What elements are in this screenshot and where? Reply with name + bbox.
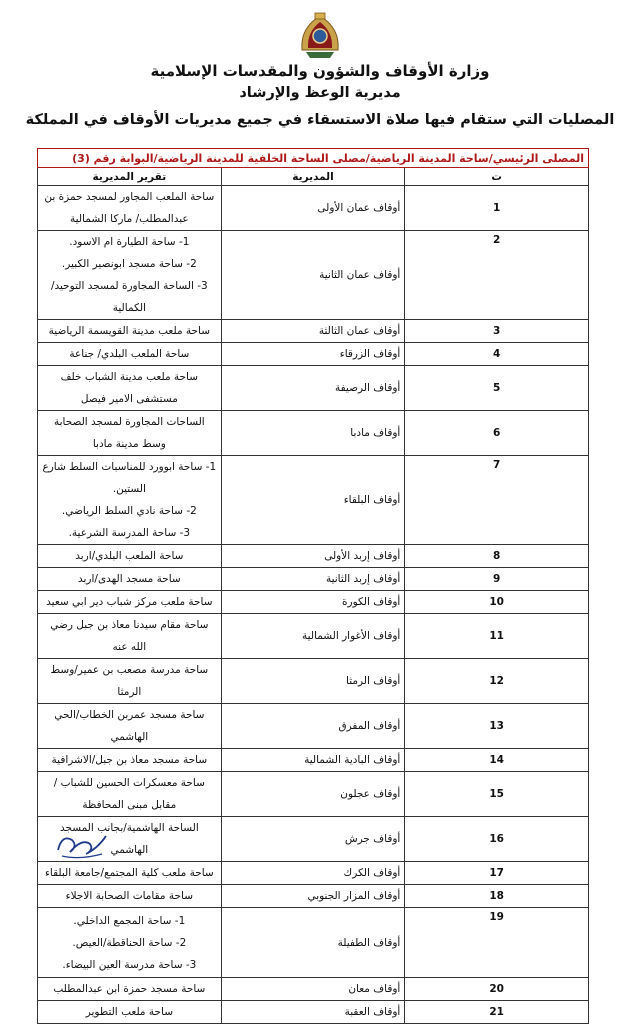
table-row (38, 411, 589, 456)
main-prayer-ground-row (38, 149, 589, 168)
report-line: 1- ساحة ابوورد للمناسبات السلط شارع الستين. (42, 461, 217, 495)
row-directorate: أوقاف المفرق (221, 704, 405, 749)
row-report (38, 186, 222, 231)
row-number: 20 (405, 978, 589, 1001)
row-report (38, 614, 222, 659)
table-row (38, 885, 589, 908)
signature-icon (52, 826, 112, 862)
row-directorate: أوقاف الرصيفة (221, 366, 405, 411)
row-number: 19 (405, 908, 589, 978)
row-report (38, 366, 222, 411)
report-line: الساحات المجاورة لمسجد الصحابة وسط مدينة مادبا (53, 416, 205, 450)
row-directorate: أوقاف المزار الجنوبي (221, 885, 405, 908)
row-number: 4 (405, 343, 589, 366)
main-prayer-ground: المصلى الرئيسي/ساحة المدينة الرياضية/مصلى الساحة الخلفية للمدينة الرياضية/البوابة رقم (3) (38, 149, 589, 168)
table-row (38, 614, 589, 659)
table-row (38, 456, 589, 545)
row-number: 8 (405, 545, 589, 568)
row-report (38, 411, 222, 456)
report-line: ساحة الملعب البلدي/ جناعة (69, 348, 190, 360)
row-number: 9 (405, 568, 589, 591)
row-report (38, 704, 222, 749)
report-line: ساحة مقامات الصحابة الاجلاء (65, 890, 193, 902)
row-directorate: أوقاف الرمثا (221, 659, 405, 704)
report-line: 2- ساحة مسجد ابونصير الكبير. (61, 258, 197, 270)
row-directorate: أوقاف الكورة (221, 591, 405, 614)
table-row (38, 591, 589, 614)
row-report (38, 231, 222, 320)
row-directorate: أوقاف الزرقاء (221, 343, 405, 366)
table-row (38, 908, 589, 978)
row-number: 10 (405, 591, 589, 614)
row-number: 12 (405, 659, 589, 704)
row-directorate: أوقاف البلقاء (221, 456, 405, 545)
table-row (38, 772, 589, 817)
report-line: ساحة مسجد الهدى/اربد (77, 573, 181, 585)
table-row (38, 545, 589, 568)
row-number: 1 (405, 186, 589, 231)
col-header-directorate: المديرية (221, 168, 405, 186)
row-report (38, 978, 222, 1001)
report-line: 1- ساحة المجمع الداخلي. (73, 914, 186, 927)
row-number: 2 (405, 231, 589, 320)
table-row (38, 749, 589, 772)
report-line: 1- ساحة الطيارة ام الاسود. (69, 236, 190, 248)
row-number: 11 (405, 614, 589, 659)
row-number: 7 (405, 456, 589, 545)
row-number: 16 (405, 817, 589, 862)
row-directorate: أوقاف إربد الثانية (221, 568, 405, 591)
row-directorate: أوقاف جرش (221, 817, 405, 862)
report-line: ساحة مسجد معاذ بن جبل/الاشرافية (51, 754, 208, 766)
row-number: 3 (405, 320, 589, 343)
row-report (38, 862, 222, 885)
report-line: ساحة ملعب مدينة القويسمة الرياضية (48, 325, 211, 337)
table-row (38, 320, 589, 343)
row-report (38, 1001, 222, 1024)
table-row (38, 659, 589, 704)
ministry-title: وزارة الأوقاف والشؤون والمقدسات الإسلامية (150, 62, 490, 80)
row-report (38, 772, 222, 817)
row-directorate: أوقاف إربد الأولى (221, 545, 405, 568)
row-directorate: أوقاف عمان الثانية (221, 231, 405, 320)
report-line: 3- ساحة المدرسة الشرعية. (68, 527, 191, 539)
table-body (38, 186, 589, 1024)
row-directorate: أوقاف عمان الثالثة (221, 320, 405, 343)
report-line: ساحة ملعب مدينة الشباب خلف مستشفى الامير فيصل (60, 371, 199, 405)
coat-of-arms-icon (296, 10, 344, 60)
table-row (38, 343, 589, 366)
row-report (38, 749, 222, 772)
report-line: ساحة الملعب المجاور لمسجد حمزة بن عبدالمطلب/ ماركا الشمالية (44, 191, 215, 225)
row-directorate: أوقاف الأغوار الشمالية (221, 614, 405, 659)
table-row (38, 862, 589, 885)
directorate-title: مديرية الوعظ والإرشاد (239, 85, 401, 101)
report-line: 2- ساحة نادي السلط الرياضي. (61, 505, 197, 517)
table-row (38, 1001, 589, 1024)
table-row (38, 978, 589, 1001)
row-report (38, 320, 222, 343)
report-line: الساحة الهاشمية/بجانب المسجد الهاشمي (59, 822, 199, 856)
table-row (38, 568, 589, 591)
row-directorate: أوقاف العقبة (221, 1001, 405, 1024)
report-line: ساحة مدرسة مصعب بن عمير/وسط الرمثا (50, 664, 209, 698)
row-report (38, 545, 222, 568)
row-directorate: أوقاف عجلون (221, 772, 405, 817)
row-report (38, 568, 222, 591)
table-row (38, 231, 589, 320)
report-line: 2- ساحة الحناقطة/العيص. (72, 936, 187, 949)
table-row (38, 817, 589, 862)
row-directorate: أوقاف الكرك (221, 862, 405, 885)
row-number: 5 (405, 366, 589, 411)
row-number: 17 (405, 862, 589, 885)
row-directorate: أوقاف عمان الأولى (221, 186, 405, 231)
row-directorate: أوقاف الطفيلة (221, 908, 405, 978)
row-directorate: أوقاف مادبا (221, 411, 405, 456)
report-line: ساحة ملعب مركز شباب دير ابي سعيد (46, 596, 213, 608)
report-line: ساحة معسكرات الحسين للشباب / مقابل مبنى المحافظة (53, 777, 205, 811)
row-number: 14 (405, 749, 589, 772)
table-row (38, 186, 589, 231)
row-number: 13 (405, 704, 589, 749)
table-row (38, 704, 589, 749)
row-report (38, 885, 222, 908)
report-line: ساحة مسجد حمزة ابن عبدالمطلب (53, 983, 206, 995)
table-row (38, 366, 589, 411)
row-report (38, 591, 222, 614)
report-line: 3- ساحة مدرسة العين البيضاء. (62, 958, 197, 971)
row-report (38, 908, 222, 978)
col-header-num: ت (405, 168, 589, 186)
row-report (38, 343, 222, 366)
document-subject: المصليات التي ستقام فيها صلاة الاستسقاء في جميع مديريات الأوقاف في المملكة (25, 112, 615, 128)
row-number: 18 (405, 885, 589, 908)
table-header-row (38, 168, 589, 186)
row-report (38, 456, 222, 545)
prayer-grounds-table (37, 148, 589, 1024)
report-line: ساحة ملعب التطوير (85, 1006, 173, 1018)
row-number: 15 (405, 772, 589, 817)
row-directorate: أوقاف البادية الشمالية (221, 749, 405, 772)
report-line: ساحة ملعب كلية المجتمع/جامعة البلقاء (44, 867, 214, 879)
row-directorate: أوقاف معان (221, 978, 405, 1001)
report-line: ساحة مسجد عمربن الخطاب/الحي الهاشمي (54, 709, 205, 743)
row-report (38, 659, 222, 704)
col-header-report: تقرير المديرية (38, 168, 222, 186)
report-line: ساحة مقام سيدنا معاذ بن جبل رضي الله عنه (50, 619, 209, 653)
report-line: 3- الساحة المجاورة لمسجد التوحيد/الكمالية (50, 280, 208, 314)
report-line: ساحة الملعب البلدي/اربد (75, 550, 184, 562)
row-number: 6 (405, 411, 589, 456)
row-number: 21 (405, 1001, 589, 1024)
